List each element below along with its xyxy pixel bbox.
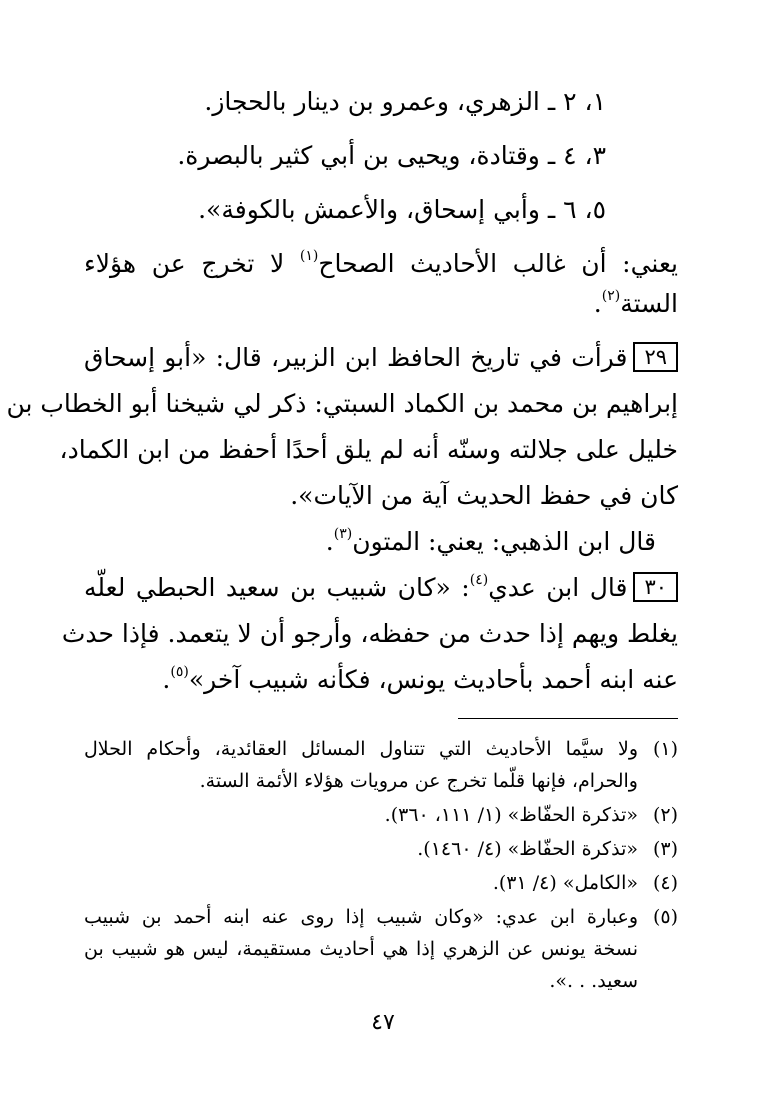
paragraph-line: يغلط ويهم إذا حدث من حفظه، وأرجو أن لا يتعمد. فإذا حدث [61,619,678,648]
paragraph-line: ٣٠قال ابن عدي$^{(٤)}$: «كان شبيب بن سعيد الحبطي لعلّه [84,568,678,608]
list-item: ١، ٢ ـ الزهري، وعمرو بن دينار بالحجاز. [204,87,606,116]
paragraph-line: إبراهيم بن محمد بن الكماد السبتي: ذكر لي شيخنا أبو الخطاب بن [6,389,678,418]
section-number-box: ٣٠ [633,572,678,602]
footnote-line: «تذكرة الحفّاظ» (٤/ ١٤٦٠). [417,838,638,860]
footnote-ref: (٣) [333,526,353,542]
footnote-separator [458,718,678,719]
footnote-number: (٢) [652,804,678,826]
footnote-number: (٥) [652,906,678,928]
section-number-box: ٢٩ [633,342,678,372]
footnote-line: وعبارة ابن عدي: «وكان شبيب إذا روى عنه ابنه أحمد بن شبيب [84,906,638,928]
paragraph-line: قال ابن الذهبي: يعني: المتون$^{(٣)}$. [325,526,656,556]
footnote-ref: (٢) [601,288,621,304]
paragraph-line: خليل على جلالته وسنّه أنه لم يلق أحدًا أحفظ من ابن الكماد، [59,435,678,464]
page-number: ٤٧ [371,1010,395,1035]
paragraph-line: الستة$^{(٢)}$. [593,288,678,318]
footnote-line: «الكامل» (٤/ ٣١). [492,872,638,894]
footnote-ref: (١) [299,248,319,264]
paragraph-line: ٢٩قرأت في تاريخ الحافظ ابن الزبير، قال: «أبو إسحاق [84,338,678,378]
footnote-number: (١) [652,738,678,760]
footnote-line: «تذكرة الحفّاظ» (١/ ١١١، ٣٦٠). [384,804,638,826]
footnote-ref: (٥) [170,664,189,680]
paragraph-line: عنه ابنه أحمد بأحاديث يونس، فكأنه شبيب آخر»$^{(٥)}$. [162,664,678,694]
footnote-line: والحرام، فإنها قلّما تخرج عن مرويات هؤلاء الأئمة الستة. [199,770,638,792]
footnote-line: نسخة يونس عن الزهري إذا هي أحاديث مستقيمة، ليس هو شبيب بن [84,938,638,960]
paragraph-line: كان في حفظ الحديث آية من الآيات». [290,481,678,510]
list-item: ٣، ٤ ـ وقتادة، ويحيى بن أبي كثير بالبصرة. [177,141,606,170]
footnote-line: سعيد. . .». [549,970,638,992]
list-item: ٥، ٦ ـ وأبي إسحاق، والأعمش بالكوفة». [198,195,606,224]
footnote-ref: (٤) [469,572,489,588]
paragraph-line: يعني: أن غالب الأحاديث الصحاح$^{(١)}$ لا تخرج عن هؤلاء [84,248,678,278]
footnote-number: (٣) [652,838,678,860]
footnote-number: (٤) [652,872,678,894]
footnote-line: ولا سيَّما الأحاديث التي تتناول المسائل العقائدية، وأحكام الحلال [84,738,638,760]
